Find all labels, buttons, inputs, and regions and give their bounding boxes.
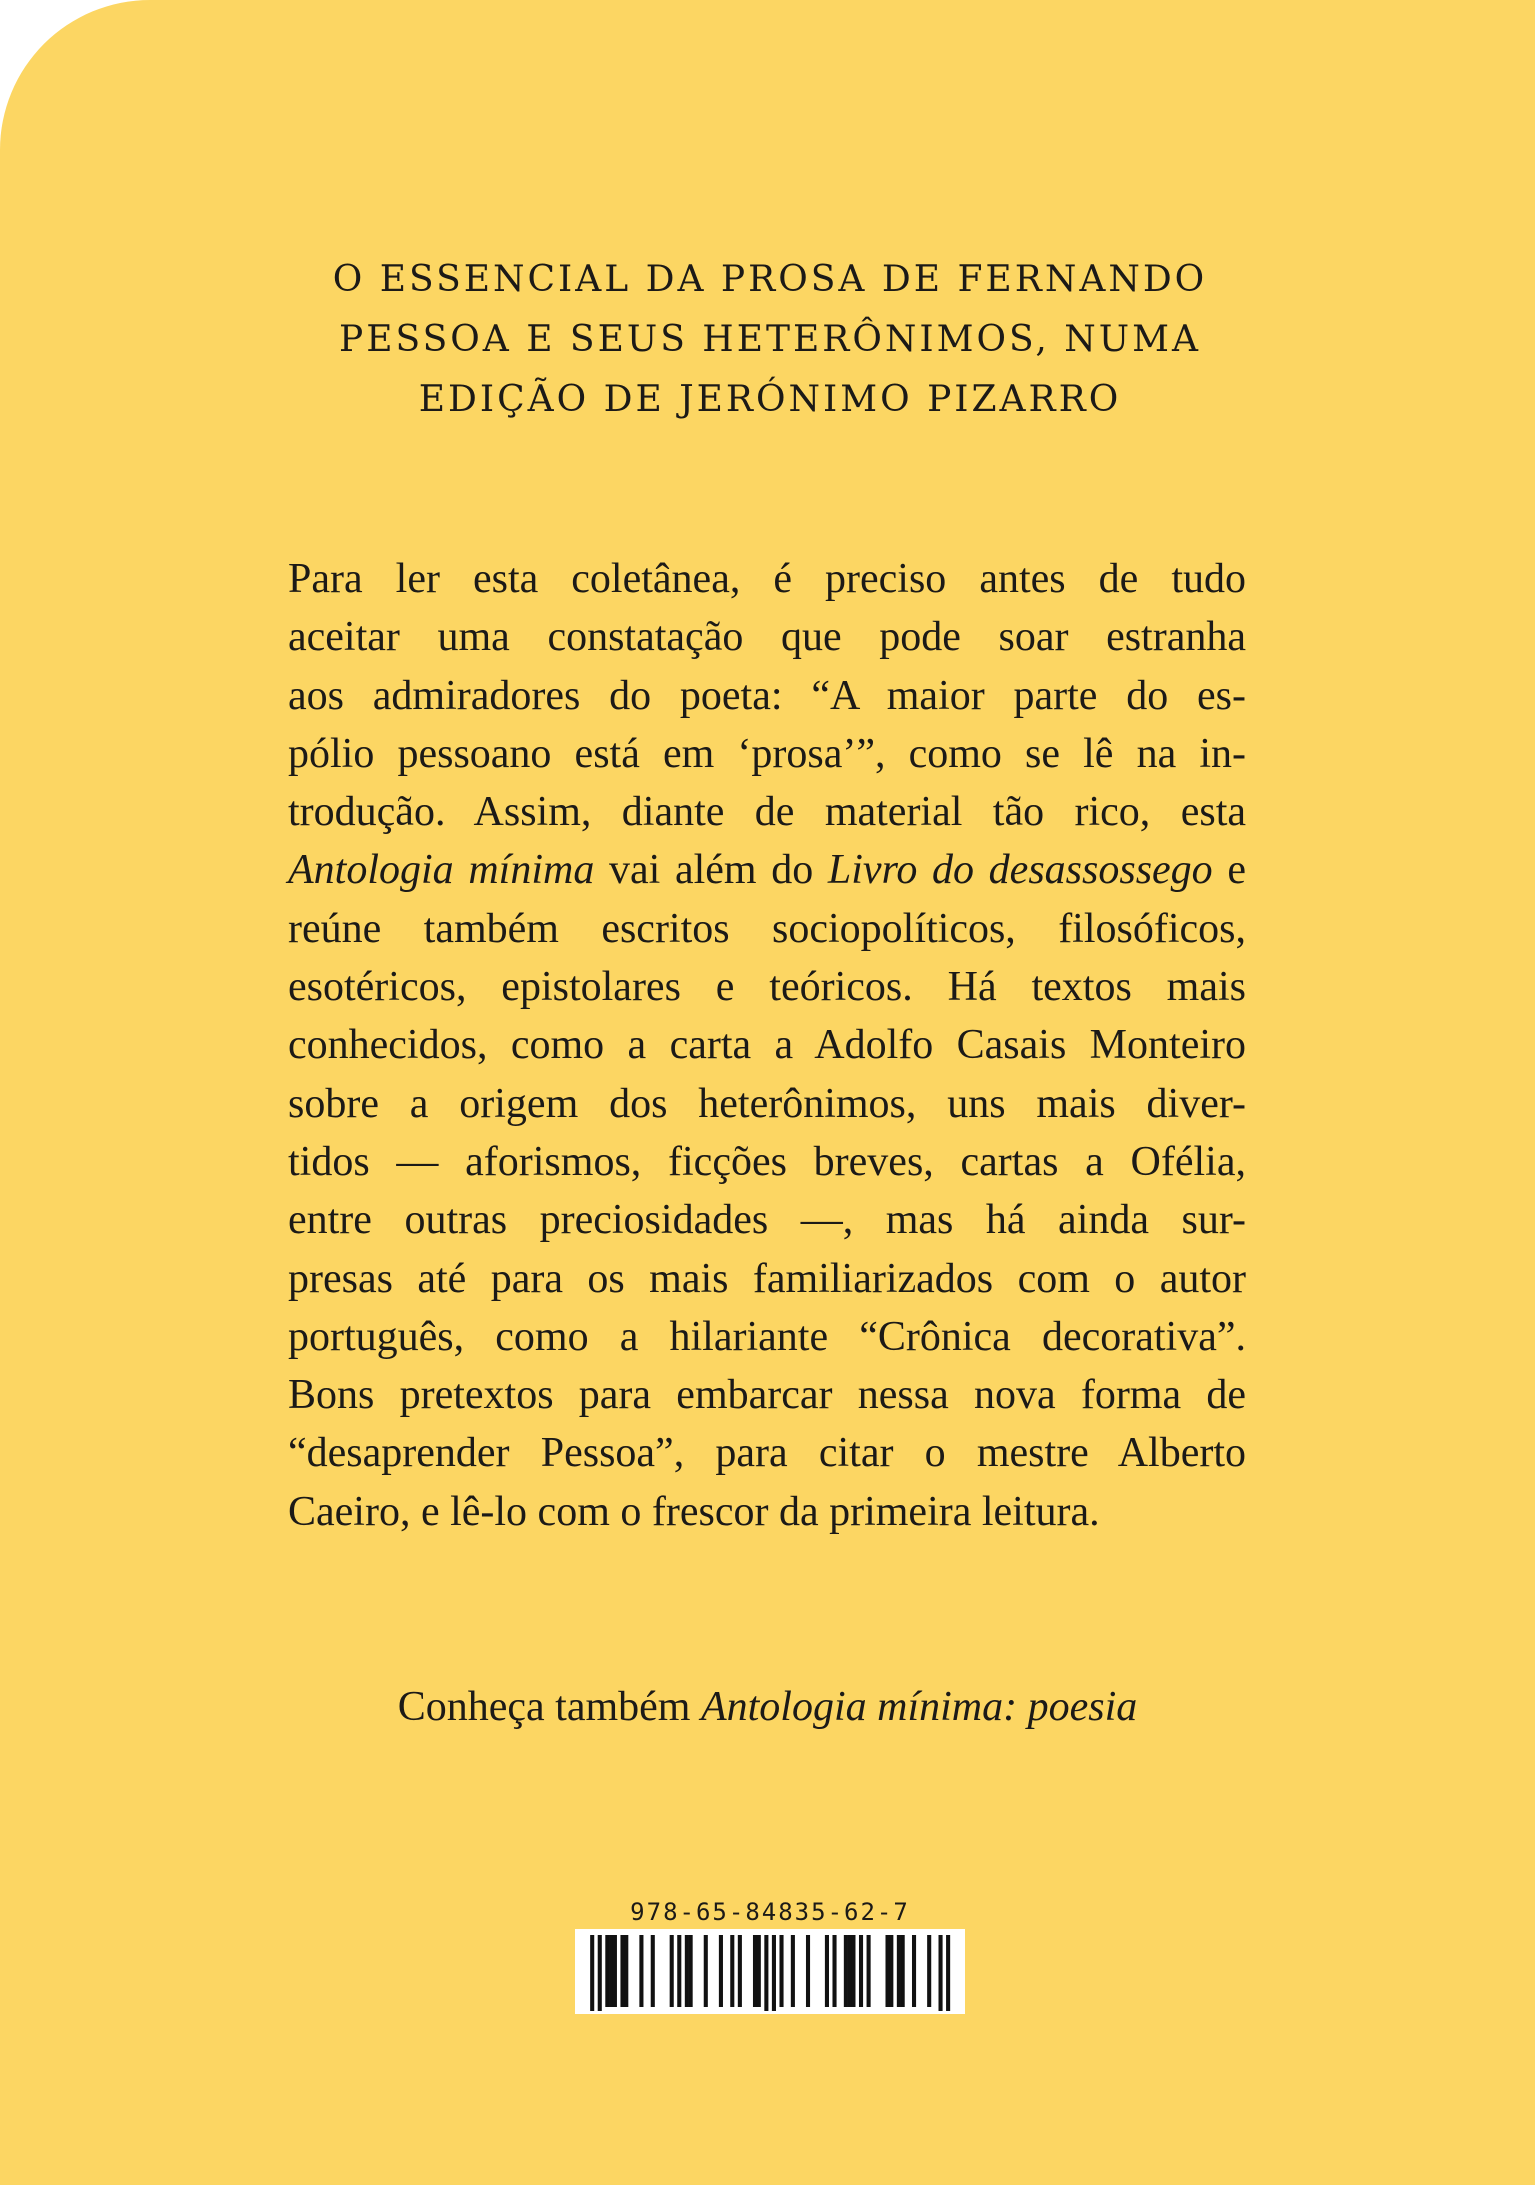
- barcode-bar: [848, 1935, 852, 2007]
- barcode-bar: [772, 1935, 776, 2011]
- barcode-bar: [704, 1935, 708, 2007]
- barcode-bar: [946, 1935, 950, 2011]
- blurb-line: aceitar uma constatação que pode soar estranha: [288, 614, 1246, 661]
- barcode-bar: [609, 1935, 613, 2007]
- headline: [200, 250, 1340, 430]
- headline-line-1: O ESSENCIAL DA PROSA DE FERNANDO: [332, 259, 1208, 300]
- barcode-bar: [670, 1935, 674, 2007]
- barcode-bar: [927, 1935, 931, 2007]
- isbn-number: 978-65-84835-62-7: [630, 1898, 910, 1926]
- see-also-title: Antologia mínima: poesia: [700, 1684, 1138, 1730]
- headline-line-2: PESSOA E SEUS HETERÔNIMOS, NUMA: [339, 319, 1201, 360]
- barcode-bar: [639, 1935, 643, 2007]
- isbn-barcode-block: [575, 1895, 965, 2014]
- barcode-bar: [620, 1935, 624, 2007]
- blurb-text: [288, 550, 1246, 1541]
- see-also-note: [0, 1678, 1535, 1736]
- blurb-line: Para ler esta coletânea, é preciso antes de tudo: [288, 556, 1246, 602]
- barcode-bar: [844, 1935, 848, 2007]
- blurb-line: esotéricos, epistolares e teóricos. Há textos mais: [288, 964, 1246, 1011]
- barcode-bar: [730, 1935, 734, 2007]
- barcode-bar: [859, 1935, 863, 2007]
- barcode-bar: [867, 1935, 871, 2007]
- barcode-bar: [677, 1935, 681, 2007]
- barcode-bar: [806, 1935, 810, 2007]
- blurb-line: entre outras preciosidades —, mas há ainda sur-: [288, 1197, 1246, 1244]
- book-title-antologia: Antologia mínima: [288, 847, 595, 894]
- blurb-fragment: vai além do: [594, 847, 828, 894]
- barcode-bar: [613, 1935, 617, 2007]
- see-also-prefix: Conheça também: [397, 1684, 701, 1730]
- barcode-bar: [738, 1935, 742, 2007]
- barcode-bar: [624, 1935, 628, 2007]
- barcode-bar: [791, 1935, 795, 2007]
- blurb-line: “desaprender Pessoa”, para citar o mestre Alberto: [288, 1430, 1246, 1477]
- blurb-line: trodução. Assim, diante de material tão rico, esta: [288, 789, 1246, 836]
- barcode-bar: [651, 1935, 655, 2007]
- barcode-bar: [912, 1935, 916, 2007]
- blurb-line: aos admiradores do poeta: “A maior parte do es-: [288, 672, 1246, 719]
- headline-line-3: EDIÇÃO DE JERÓNIMO PIZARRO: [418, 379, 1122, 420]
- blurb-fragment: e: [1212, 847, 1246, 894]
- barcode-bar: [939, 1935, 943, 2011]
- book-title-livro: Livro do desassossego: [827, 847, 1213, 894]
- barcode-bar: [832, 1935, 836, 2007]
- blurb-line: pólio pessoano está em ‘prosa’”, como se lê na in-: [288, 730, 1246, 777]
- blurb-line: Caeiro, e lê-lo com o frescor da primeira leitura.: [288, 1488, 1100, 1535]
- blurb-line: presas até para os mais familiarizados com o autor: [288, 1255, 1246, 1302]
- barcode-bar: [764, 1935, 768, 2011]
- barcode-bar: [753, 1935, 757, 2007]
- barcode-bar: [885, 1935, 889, 2007]
- barcode-bar: [590, 1935, 594, 2011]
- blurb-line: reúne também escritos sociopolíticos, filosóficos,: [288, 905, 1246, 952]
- barcode-bar: [889, 1935, 893, 2007]
- barcode-bar: [757, 1935, 761, 2007]
- barcode-bar: [825, 1935, 829, 2007]
- blurb-line: conhecidos, como a carta a Adolfo Casais Monteiro: [288, 1022, 1246, 1069]
- barcode: [575, 1929, 965, 2014]
- blurb-line: tidos — aforismos, ficções breves, cartas a Ofélia,: [288, 1138, 1246, 1185]
- blurb-line-titles: [288, 841, 1246, 899]
- barcode-bar: [689, 1935, 693, 2007]
- barcode-bar: [897, 1935, 901, 2007]
- barcode-bar: [598, 1935, 602, 2011]
- barcode-bar: [605, 1935, 609, 2007]
- blurb-line: português, como a hilariante “Crônica decorativa”.: [288, 1313, 1246, 1360]
- barcode-bar: [851, 1935, 855, 2007]
- blurb-line: Bons pretextos para embarcar nessa nova forma de: [288, 1372, 1246, 1419]
- barcode-bar: [779, 1935, 783, 2007]
- barcode-bar: [901, 1935, 905, 2007]
- barcode-bar: [685, 1935, 689, 2007]
- barcode-bar: [719, 1935, 723, 2007]
- blurb-line: sobre a origem dos heterônimos, uns mais diver-: [288, 1080, 1246, 1127]
